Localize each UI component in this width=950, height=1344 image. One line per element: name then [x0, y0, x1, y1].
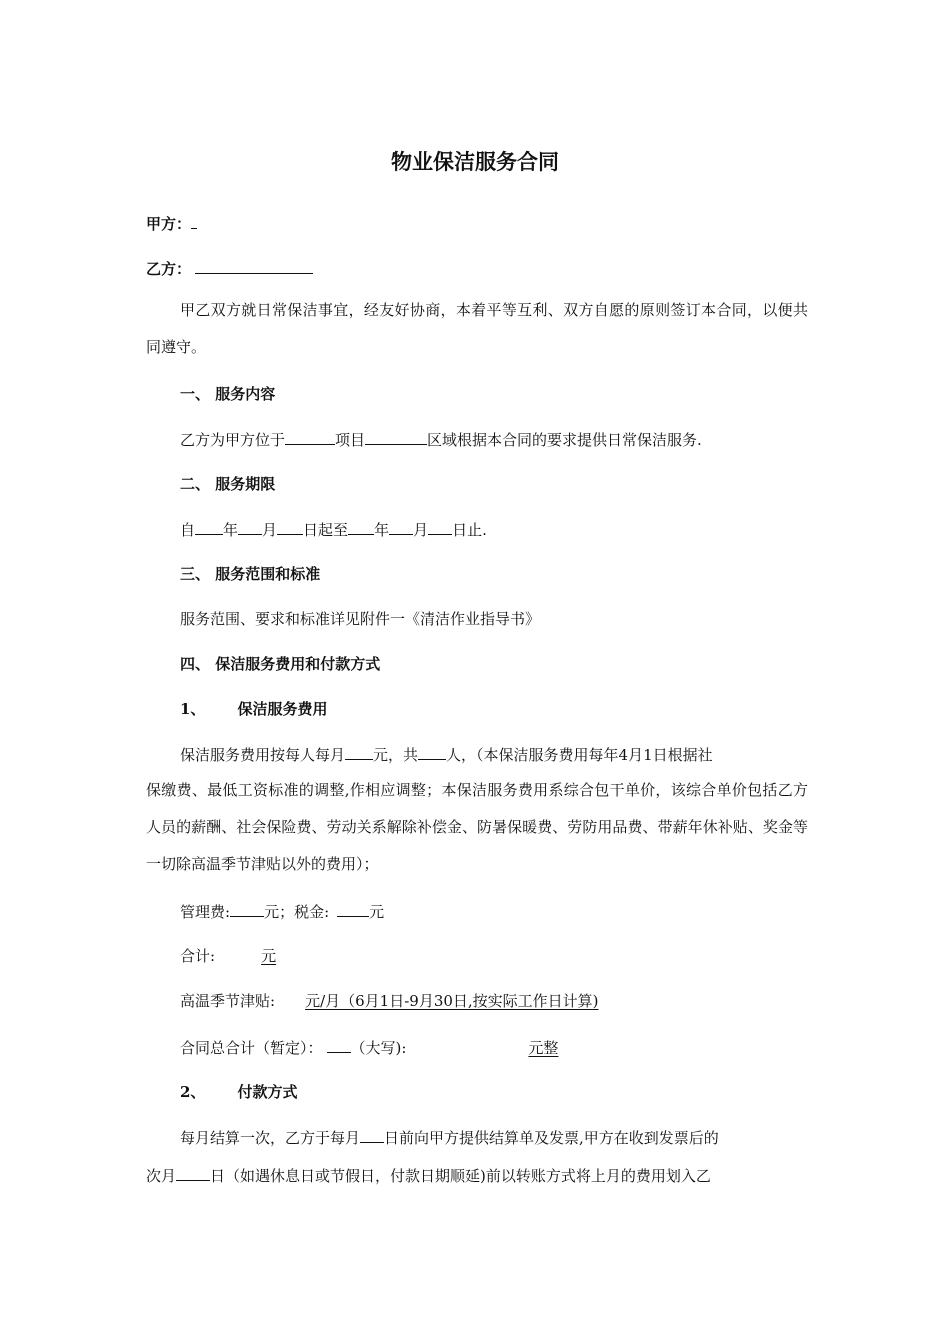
section-2-text: [180, 518, 487, 541]
end-day-blank: [428, 518, 452, 535]
fee-text-b: 元，共: [373, 746, 419, 764]
s4-2-title: 付款方式: [237, 1083, 298, 1101]
s4-1-title: 保洁服务费用: [237, 700, 328, 718]
monthly-fee-blank: [345, 743, 373, 760]
heat-allowance-label: 高温季节津贴:: [180, 992, 276, 1010]
total-value: 元: [261, 947, 277, 965]
s2-year: 年: [223, 521, 239, 539]
management-fee-blank: [230, 900, 264, 917]
headcount-blank: [418, 743, 446, 760]
statement-day-blank: [360, 1126, 384, 1143]
s2-month-2: 月: [413, 521, 429, 539]
start-year-blank: [195, 518, 223, 535]
payment-line-1: [180, 1126, 719, 1149]
document-title: 物业保洁服务合同: [391, 149, 559, 174]
party-b-line: [146, 257, 313, 280]
party-b-label: 乙方：: [146, 260, 192, 278]
heat-allowance-line: [180, 990, 599, 1012]
s2-to: 日起至: [303, 521, 349, 539]
tax-unit: 元: [369, 903, 385, 921]
section-1-text: [180, 428, 702, 451]
party-b-blank: [195, 257, 313, 274]
section-3-text: 服务范围、要求和标准详见附件一《清洁作业指导书》: [180, 610, 541, 628]
payment-text-b: 日前向甲方提供结算单及发票,甲方在收到发票后的: [384, 1129, 719, 1147]
contract-total-blank: [327, 1036, 351, 1053]
s2-from: 自: [180, 521, 196, 539]
payment-line-2: [146, 1164, 711, 1187]
s4-1-number: 1、: [180, 700, 206, 718]
party-a-line: [146, 212, 197, 235]
s2-year-2: 年: [374, 521, 390, 539]
contract-total-line: [180, 1036, 558, 1059]
s1-text-a: 乙方为甲方位于: [180, 431, 286, 449]
s2-month: 月: [262, 521, 278, 539]
section-4-2-heading: [180, 1081, 297, 1103]
location-blank: [285, 428, 335, 445]
payment-text-d: 日（如遇休息日或节假日，付款日期顺延)前以转账方式将上月的费用划入乙: [210, 1167, 711, 1185]
project-blank: [365, 428, 427, 445]
section-4-heading: 四、 保洁服务费用和付款方式: [180, 655, 381, 673]
section-2-heading: 二、 服务期限: [180, 475, 276, 493]
end-month-blank: [389, 518, 413, 535]
contract-total-label: 合同总合计（暂定）：: [180, 1039, 323, 1057]
payment-text-c: 次月: [146, 1167, 177, 1185]
section-1-heading: 一、 服务内容: [180, 385, 276, 403]
contract-total-capital-label: （大写):: [350, 1039, 407, 1057]
s1-text-c: 区域根据本合同的要求提供日常保洁服务.: [427, 431, 702, 449]
s2-end: 日止.: [452, 521, 487, 539]
payment-day-blank: [176, 1164, 210, 1181]
s1-text-b: 项目: [335, 431, 366, 449]
fee-details-paragraph: 保缴费、最低工资标准的调整,作相应调整；本保洁服务费用系综合包干单价，该综合单价包括乙方人员的薪酬、社会保险费、劳动关系解除补偿金、防暑保暖费、劳防用品费、带薪年休补贴、奖金等一切除高温季节津贴以外的费用）；: [146, 781, 808, 873]
contract-total-capital-value: 元整: [528, 1039, 559, 1057]
start-day-blank: [277, 518, 303, 535]
tax-blank: [337, 900, 369, 917]
party-a-label: 甲方：: [146, 215, 192, 233]
start-month-blank: [238, 518, 262, 535]
management-fee-unit: 元；税金:: [264, 903, 330, 921]
end-year-blank: [348, 518, 374, 535]
section-3-heading: 三、 服务范围和标准: [180, 565, 321, 583]
s4-2-number: 2、: [180, 1083, 206, 1101]
fee-text-c: 人，（本保洁服务费用每年4月1日根据社: [446, 746, 713, 764]
payment-text-a: 每月结算一次，乙方于每月: [180, 1129, 361, 1147]
section-4-1-heading: [180, 698, 327, 720]
management-fee-label: 管理费:: [180, 903, 231, 921]
party-a-blank: [191, 212, 197, 229]
total-line: [180, 945, 280, 967]
management-fee-line: [180, 900, 384, 923]
fee-text-a: 保洁服务费用按每人每月: [180, 746, 346, 764]
intro-paragraph: 甲乙双方就日常保洁事宜，经友好协商，本着平等互利、双方自愿的原则签订本合同，以便共同遵守。: [146, 301, 808, 356]
heat-allowance-value: 元/月（6月1日-9月30日,按实际工作日计算): [305, 992, 599, 1010]
fee-first-line: [180, 743, 713, 766]
total-label: 合计:: [180, 947, 216, 965]
